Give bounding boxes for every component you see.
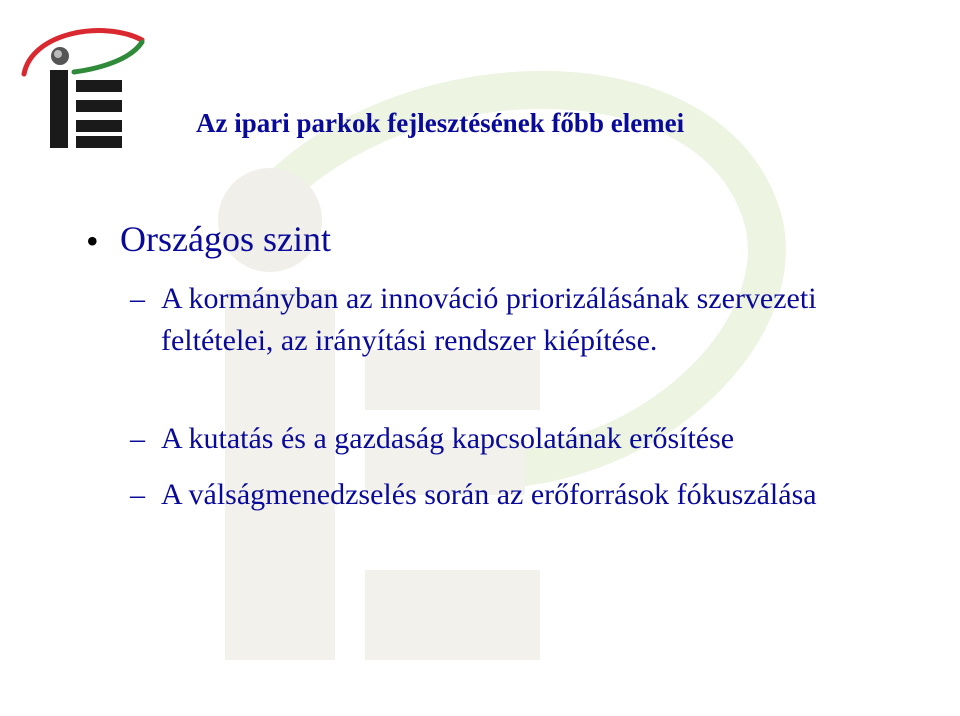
bullet-text: Országos szint — [120, 219, 331, 259]
dash-marker: – — [130, 478, 145, 511]
bullet-marker: • — [86, 221, 99, 261]
sub-item-text: A kutatás és a gazdaság kapcsolatának erősítése — [161, 422, 735, 455]
sub-item — [130, 474, 890, 516]
ie-logo-icon — [14, 14, 154, 154]
sub-item — [130, 278, 890, 362]
sub-item-text: A válságmenedzselés során az erőforrások fókuszálása — [161, 478, 817, 511]
sub-item — [130, 418, 890, 460]
dash-marker: – — [130, 422, 145, 455]
sub-item-text: A kormányban az innováció priorizálásának szervezeti feltételei, az irányítási rendszer kiépítése. — [161, 282, 817, 357]
dash-marker: – — [130, 282, 145, 315]
slide-title: Az ipari parkok fejlesztésének főbb elemei — [196, 108, 685, 138]
